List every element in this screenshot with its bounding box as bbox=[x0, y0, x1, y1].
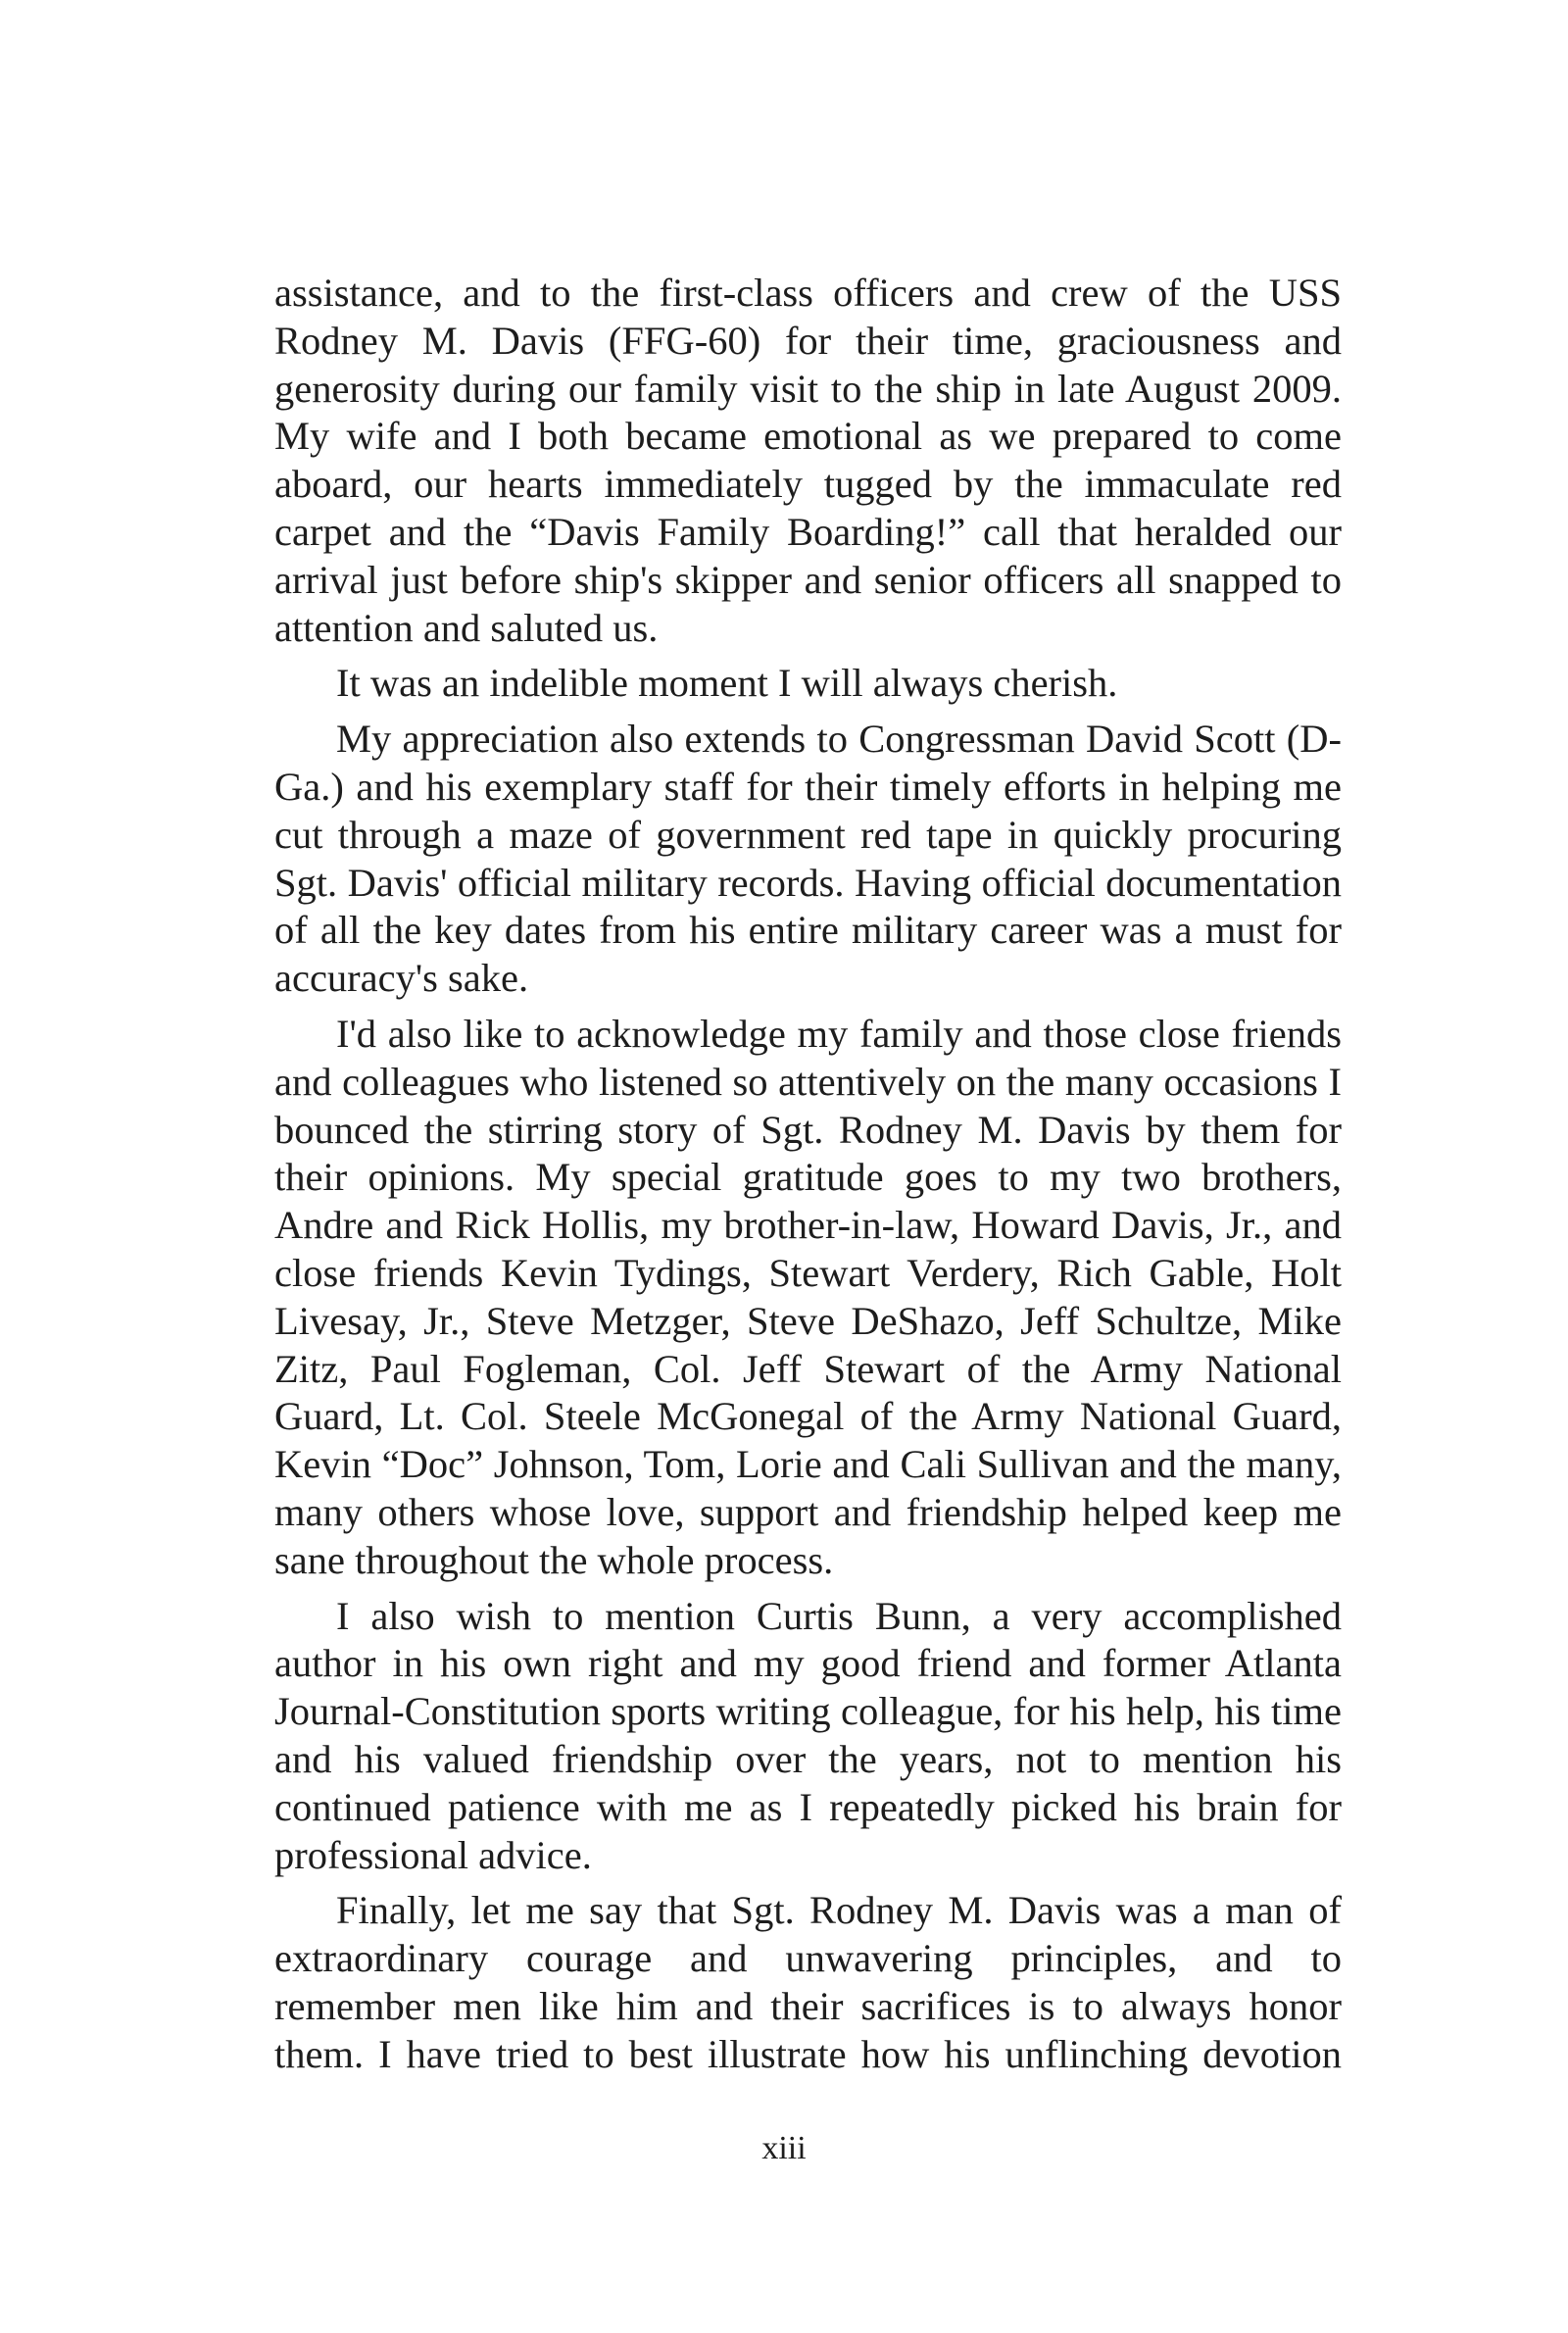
paragraph: I also wish to mention Curtis Bunn, a very accomplished author in his own right and my good friend and former Atlanta Journal-Constitution sports writing colleague, for his help, his time and his valued friendship over the years, not to mention his continued patience with me as I repeatedly picked his brain for professional advice. bbox=[274, 1593, 1342, 1877]
paragraph: Finally, let me say that Sgt. Rodney M. Davis was a man of extraordinary courage and unwavering principles, and to remember men like him and their sacrifices is to always honor them. I have tried to best illustrate how his unflinching devotion bbox=[274, 1888, 1342, 2076]
paragraph: I'd also like to acknowledge my family and those close friends and colleagues who listened so attentively on the many occasions I bounced the stirring story of Sgt. Rodney M. Davis by them for their opinions. My special gratitude goes to my two brothers, Andre and Rick Hollis, my brother-in-law, Howard Davis, Jr., and close friends Kevin Tydings, Stewart Verdery, Rich Gable, Holt Livesay, Jr., Steve Metzger, Steve DeShazo, Jeff Schultze, Mike Zitz, Paul Fogleman, Col. Jeff Stewart of the Army National Guard, Lt. Col. Steele McGonegal of the Army National Guard, Kevin “Doc” Johnson, Tom, Lorie and Cali Sullivan and the many, many others whose love, support and friendship helped keep me sane throughout the whole process. bbox=[274, 1011, 1342, 1582]
page-number: xiii bbox=[761, 2130, 807, 2166]
paragraph: My appreciation also extends to Congressman David Scott (D-Ga.) and his exemplary staff for their timely efforts in helping me cut through a maze of government red tape in quickly procuring Sgt. Davis' official military records. Having official documentation of all the key dates from his entire military career was a must for accuracy's sake. bbox=[274, 717, 1342, 1001]
paragraph-continued: assistance, and to the first-class officers and crew of the USS Rodney M. Davis (FFG-60) for their time, graciousness and generosity during our family visit to the ship in late August 2009. My wife and I both became emotional as we prepared to come aboard, our hearts immediately tugged by the immaculate red carpet and the “Davis Family Boarding!” call that heralded our arrival just before ship's skipper and senior officers all snapped to attention and saluted us. bbox=[274, 271, 1342, 650]
body-text bbox=[274, 270, 1342, 2086]
paragraph: It was an indelible moment I will always cherish. bbox=[336, 661, 1118, 706]
